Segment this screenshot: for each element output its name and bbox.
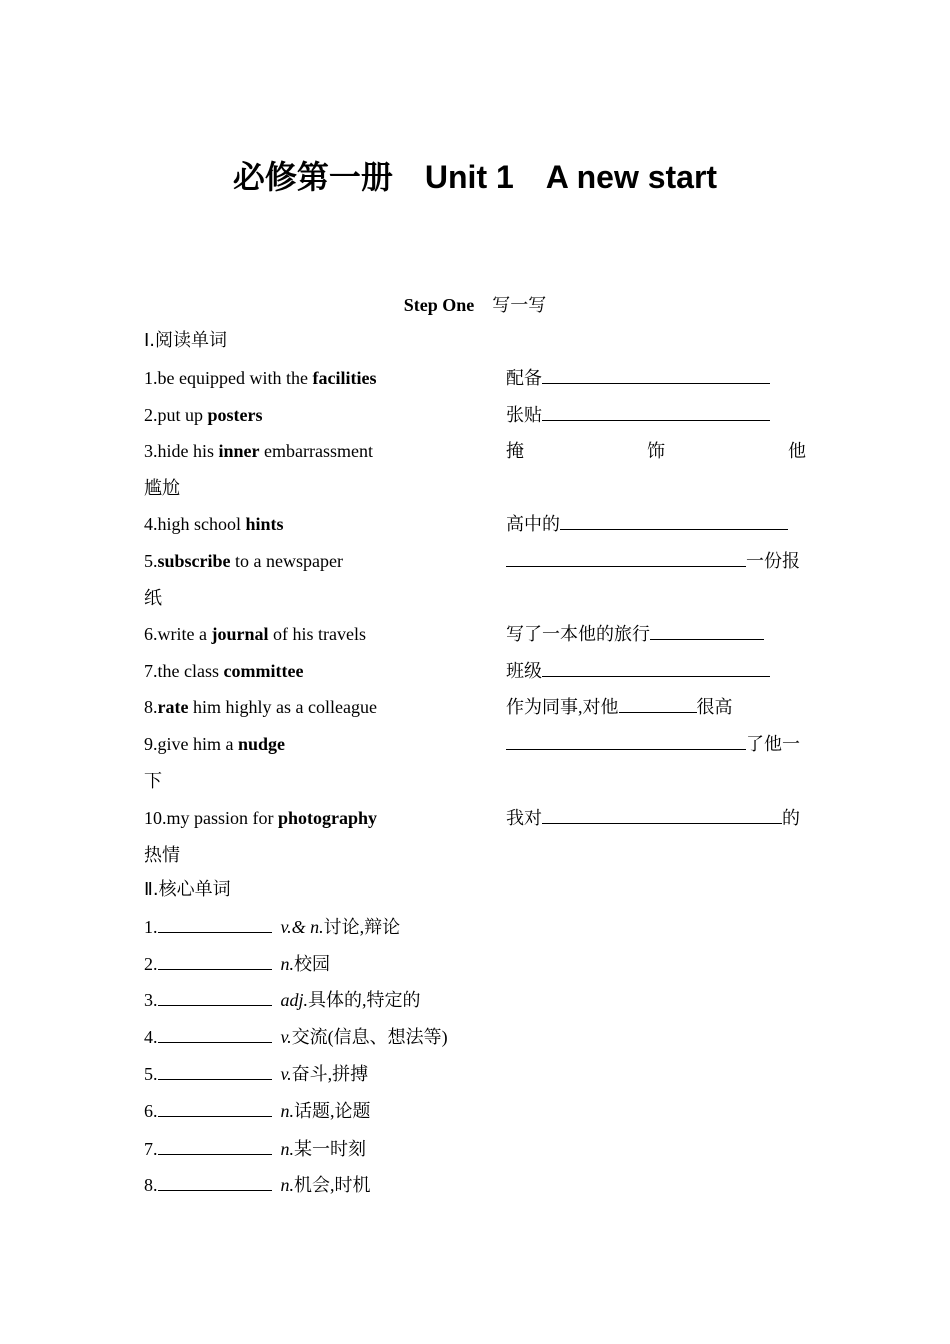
answer-blank[interactable] bbox=[158, 1098, 272, 1117]
reading-answer-8: 作为同事,对他 很高 bbox=[506, 694, 806, 720]
answer-blank[interactable] bbox=[158, 1172, 272, 1191]
reading-item-10: 10.my passion for photography bbox=[144, 808, 378, 828]
page-title: 必修第一册 Unit 1 A new start bbox=[232, 159, 718, 195]
reading-answer-5: 一份报 bbox=[506, 548, 806, 574]
step-heading-en: Step One bbox=[403, 295, 475, 315]
reading-item-9: 9.give him a nudge bbox=[144, 734, 286, 754]
answer-blank[interactable] bbox=[619, 694, 697, 713]
reading-item-7: 7.the class committee bbox=[144, 661, 304, 681]
answer-blank[interactable] bbox=[650, 621, 764, 640]
answer-blank[interactable] bbox=[158, 914, 272, 933]
reading-answer-4: 高中的 bbox=[506, 511, 806, 537]
core-word-item-7: 7. n.某一时刻 bbox=[144, 1136, 366, 1162]
step-heading bbox=[0, 292, 950, 318]
step-heading-zh: 写一写 bbox=[492, 295, 547, 315]
answer-blank[interactable] bbox=[542, 805, 782, 824]
answer-blank[interactable] bbox=[158, 1024, 272, 1043]
answer-blank[interactable] bbox=[158, 987, 272, 1006]
reading-item-4: 4.high school hints bbox=[144, 514, 284, 534]
reading-answer-3: 掩 饰 他 bbox=[506, 441, 806, 461]
reading-answer-2: 张贴 bbox=[506, 402, 806, 428]
core-word-item-2: 2. n.校园 bbox=[144, 951, 330, 977]
reading-answer-9: 了他一 bbox=[506, 731, 806, 757]
reading-item-5: 5.subscribe to a newspaper bbox=[144, 551, 343, 571]
core-word-item-8: 8. n.机会,时机 bbox=[144, 1172, 371, 1198]
answer-blank[interactable] bbox=[158, 1061, 272, 1080]
answer-blank[interactable] bbox=[542, 402, 770, 421]
reading-answer-6: 写了一本他的旅行 bbox=[506, 621, 806, 647]
reading-item-1: 1.be equipped with the facilities bbox=[144, 368, 377, 388]
answer-blank[interactable] bbox=[560, 511, 788, 530]
reading-answer-7: 班级 bbox=[506, 658, 806, 684]
answer-blank[interactable] bbox=[506, 731, 746, 750]
answer-blank[interactable] bbox=[506, 548, 746, 567]
core-word-item-6: 6. n.话题,论题 bbox=[144, 1098, 371, 1124]
core-word-item-4: 4. v.交流(信息、想法等) bbox=[144, 1024, 448, 1050]
reading-answer-10-cont: 热情 bbox=[144, 845, 180, 865]
section-2-heading: Ⅱ.核心单词 bbox=[144, 879, 231, 900]
answer-blank[interactable] bbox=[158, 951, 272, 970]
answer-blank[interactable] bbox=[158, 1136, 272, 1155]
reading-answer-1: 配备 bbox=[506, 365, 806, 391]
core-word-item-1: 1. v.& n.讨论,辩论 bbox=[144, 914, 400, 940]
reading-answer-5-cont: 纸 bbox=[144, 588, 162, 608]
answer-blank[interactable] bbox=[542, 365, 770, 384]
reading-answer-9-cont: 下 bbox=[144, 771, 162, 791]
core-word-item-3: 3. adj.具体的,特定的 bbox=[144, 987, 421, 1013]
reading-item-3: 3.hide his inner embarrassment bbox=[144, 441, 373, 461]
reading-item-2: 2.put up posters bbox=[144, 405, 263, 425]
core-word-item-5: 5. v.奋斗,拼搏 bbox=[144, 1061, 368, 1087]
section-1-heading: Ⅰ.阅读单词 bbox=[144, 330, 228, 351]
reading-answer-3-cont: 尴尬 bbox=[144, 478, 180, 498]
reading-item-8: 8.rate him highly as a colleague bbox=[144, 697, 377, 717]
reading-item-6: 6.write a journal of his travels bbox=[144, 624, 366, 644]
reading-answer-10: 我对 的 bbox=[506, 805, 806, 831]
answer-blank[interactable] bbox=[542, 658, 770, 677]
